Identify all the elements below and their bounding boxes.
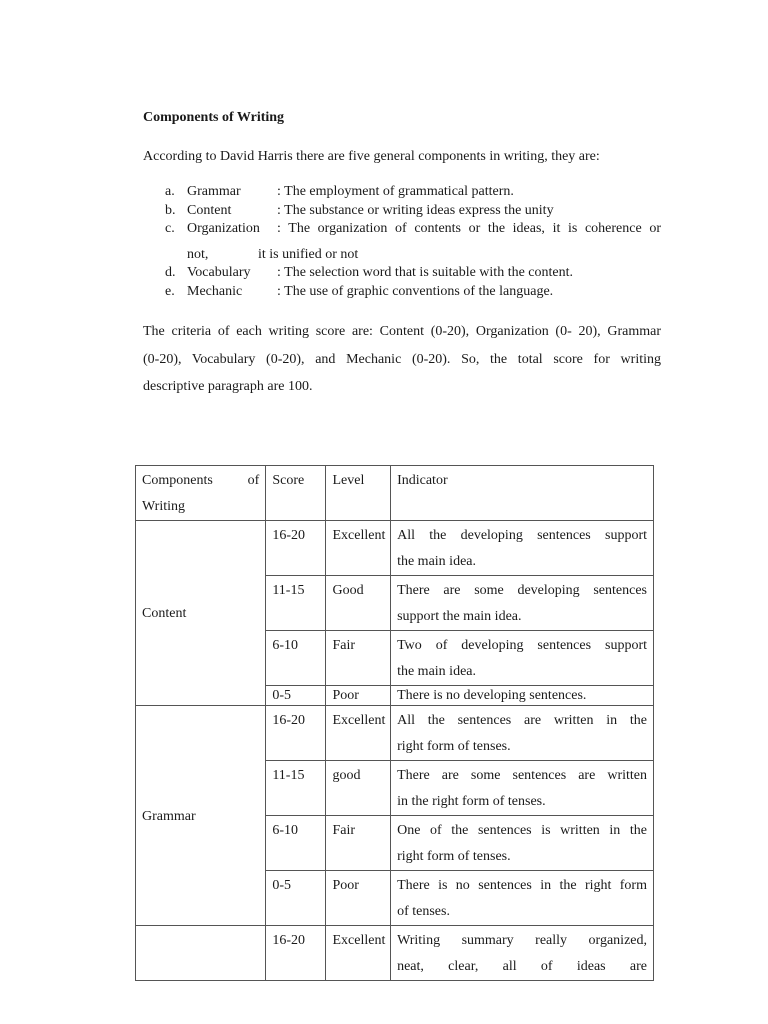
- table-header-row: [136, 466, 654, 521]
- list-item-letter: a.: [165, 184, 175, 199]
- indicator-cell: Writing summary really organized, neat, clear, all of ideas are: [391, 926, 654, 981]
- list-item-definition: : The substance or writing ideas express the unity: [277, 202, 554, 218]
- component-cell: Content: [136, 521, 266, 706]
- header-score: Score: [266, 466, 326, 521]
- level-cell: Excellent: [326, 521, 391, 576]
- level-cell: good: [326, 761, 391, 816]
- list-item-definition: : The use of graphic conventions of the language.: [277, 283, 554, 299]
- indicator-cell: All the developing sentences support the main idea.: [391, 521, 654, 576]
- list-item: [165, 284, 661, 303]
- score-cell: 11-15: [266, 761, 326, 816]
- score-cell: 6-10: [266, 631, 326, 686]
- list-item-continuation: [165, 247, 661, 265]
- list-item-definition: : The organization of contents or the ideas, it is coherence or: [277, 221, 661, 236]
- indicator-cell: One of the sentences is written in the right form of tenses.: [391, 816, 654, 871]
- level-cell: Good: [326, 576, 391, 631]
- paragraph-line: (0-20), Vocabulary (0-20), and Mechanic (0-20). So, the total score for writing: [143, 351, 661, 367]
- level-cell: Excellent: [326, 706, 391, 761]
- level-cell: Poor: [326, 871, 391, 926]
- list-item-term: Vocabulary: [187, 265, 251, 280]
- score-cell: 16-20: [266, 926, 326, 981]
- list-item: [165, 221, 661, 247]
- indicator-cell: There are some developing sentences support the main idea.: [391, 576, 654, 631]
- score-cell: 16-20: [266, 521, 326, 576]
- score-cell: 6-10: [266, 816, 326, 871]
- list-item-term: Grammar: [187, 184, 241, 199]
- list-item-term: Content: [187, 202, 232, 218]
- score-cell: 0-5: [266, 686, 326, 706]
- list-item-letter: b.: [165, 202, 176, 218]
- header-indicator: Indicator: [391, 466, 654, 521]
- continuation-text: it is unified or not: [258, 247, 359, 262]
- list-item-term: Mechanic: [187, 283, 243, 299]
- level-cell: Poor: [326, 686, 391, 706]
- list-item: [165, 265, 661, 284]
- list-item-term: Organization: [187, 221, 260, 236]
- table-row: [136, 521, 654, 576]
- list-item-letter: d.: [165, 265, 176, 280]
- level-cell: Fair: [326, 816, 391, 871]
- component-cell: [136, 926, 266, 981]
- components-list: [165, 184, 661, 302]
- indicator-cell: Two of developing sentences support the main idea.: [391, 631, 654, 686]
- header-level: Level: [326, 466, 391, 521]
- list-item-definition: : The employment of grammatical pattern.: [277, 184, 514, 199]
- table-row: [136, 926, 654, 981]
- criteria-paragraph: [143, 318, 661, 401]
- indicator-cell: There is no developing sentences.: [391, 686, 654, 706]
- continuation-text: not,: [187, 247, 209, 262]
- intro-paragraph: According to David Harris there are five general components in writing, they are:: [143, 149, 600, 164]
- header-components: Components of Writing: [136, 466, 266, 521]
- list-item-definition: : The selection word that is suitable with the content.: [277, 265, 574, 280]
- table-row: [136, 706, 654, 761]
- section-heading: Components of Writing: [143, 110, 285, 125]
- level-cell: Fair: [326, 631, 391, 686]
- list-item: [165, 203, 661, 222]
- list-item-letter: c.: [165, 221, 175, 236]
- score-cell: 0-5: [266, 871, 326, 926]
- level-cell: Excellent: [326, 926, 391, 981]
- scoring-rubric-table: [135, 465, 654, 981]
- score-cell: 16-20: [266, 706, 326, 761]
- component-cell: Grammar: [136, 706, 266, 926]
- paragraph-line: descriptive paragraph are 100.: [143, 379, 313, 394]
- list-item: [165, 184, 661, 203]
- indicator-cell: There is no sentences in the right form of tenses.: [391, 871, 654, 926]
- list-item-letter: e.: [165, 283, 175, 299]
- indicator-cell: There are some sentences are written in the right form of tenses.: [391, 761, 654, 816]
- paragraph-line: The criteria of each writing score are: Content (0-20), Organization (0- 20), Grammar: [143, 324, 661, 339]
- indicator-cell: All the sentences are written in the right form of tenses.: [391, 706, 654, 761]
- score-cell: 11-15: [266, 576, 326, 631]
